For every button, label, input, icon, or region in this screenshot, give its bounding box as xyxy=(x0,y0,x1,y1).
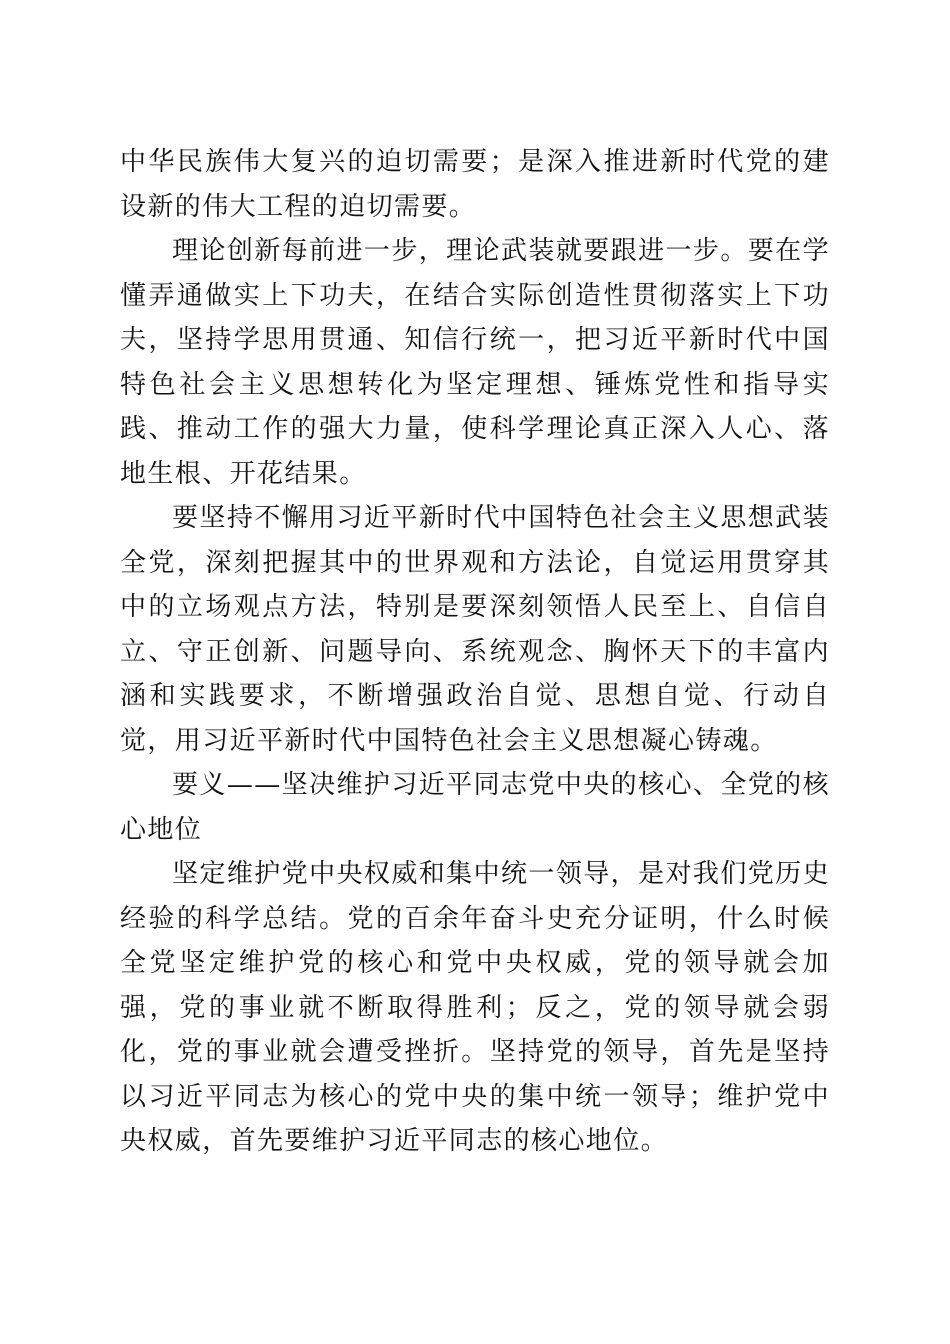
paragraph-continuation: 中华民族伟大复兴的迫切需要；是深入推进新时代党的建设新的伟大工程的迫切需要。 xyxy=(120,147,830,222)
paragraph-theory-armament: 理论创新每前进一步，理论武装就要跟进一步。要在学懂弄通做实上下功夫，在结合实际创造性贯彻落实上下功夫，坚持学思用贯通、知信行统一，把习近平新时代中国特色社会主义思想转化为坚定理想、锤炼党性和指导实践、推动工作的强大力量，使科学理论真正深入人心、落地生根、开花结果。 xyxy=(120,236,830,489)
document-body xyxy=(120,140,830,1164)
paragraph-central-authority: 坚定维护党中央权威和集中统一领导，是对我们党历史经验的科学总结。党的百余年奋斗史充分证明，什么时候全党坚定维护党的核心和党中央权威，党的领导就会加强，党的事业就不断取得胜利；反之，党的领导就会弱化，党的事业就会遭受挫折。坚持党的领导，首先是坚持以习近平同志为核心的党中央的集中统一领导；维护党中央权威，首先要维护习近平同志的核心地位。 xyxy=(120,859,830,1156)
section-heading-core-position: 要义——坚决维护习近平同志党中央的核心、全党的核心地位 xyxy=(120,770,830,845)
paragraph-arm-whole-party: 要坚持不懈用习近平新时代中国特色社会主义思想武装全党，深刻把握其中的世界观和方法论，自觉运用贯穿其中的立场观点方法，特别是要深刻领悟人民至上、自信自立、守正创新、问题导向、系统观念、胸怀天下的丰富内涵和实践要求，不断增强政治自觉、思想自觉、行动自觉，用习近平新时代中国特色社会主义思想凝心铸魂。 xyxy=(120,503,830,756)
